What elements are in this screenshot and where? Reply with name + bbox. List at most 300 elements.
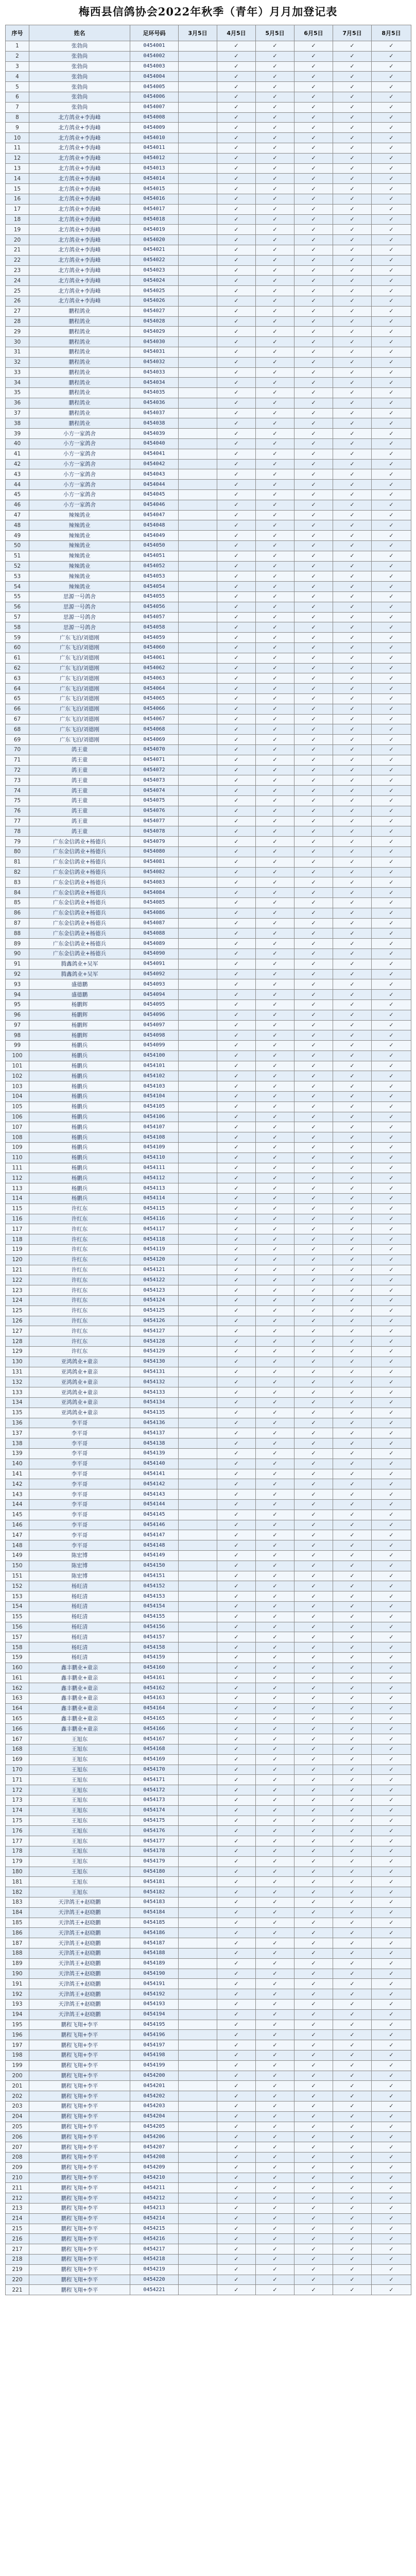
check-cell: ✓ [256,1683,294,1693]
row-number: 118 [6,1234,29,1245]
check-cell: ✓ [217,429,256,439]
check-cell: ✓ [333,714,372,724]
check-cell: ✓ [294,1999,333,2010]
table-row [6,1143,411,1153]
check-cell: ✓ [372,1714,411,1724]
check-cell: ✓ [217,592,256,602]
check-cell: ✓ [294,1632,333,1642]
table-row [6,1296,411,1306]
check-cell: ✓ [372,1846,411,1857]
check-cell: ✓ [217,704,256,714]
check-cell: ✓ [294,2060,333,2071]
check-cell: ✓ [333,826,372,837]
ring-number: 0454023 [130,265,179,276]
table-row [6,2275,411,2285]
row-number: 133 [6,1387,29,1398]
ring-number: 0454169 [130,1754,179,1765]
check-cell [179,1112,217,1122]
check-cell: ✓ [256,82,294,92]
ring-number: 0454030 [130,337,179,347]
check-cell: ✓ [256,1816,294,1826]
table-row [6,1530,411,1540]
ring-number: 0454119 [130,1245,179,1255]
ring-number: 0454057 [130,612,179,622]
check-cell [179,1632,217,1642]
row-number: 205 [6,2122,29,2132]
check-cell: ✓ [256,41,294,52]
row-number: 204 [6,2111,29,2122]
check-cell [179,1020,217,1030]
check-cell: ✓ [294,612,333,622]
check-cell: ✓ [256,2162,294,2173]
ring-number: 0454094 [130,990,179,1000]
table-row [6,1255,411,1265]
row-number: 100 [6,1050,29,1061]
check-cell: ✓ [217,990,256,1000]
member-name: 王旭东 [29,1856,130,1867]
table-row [6,408,411,418]
ring-number: 0454133 [130,1387,179,1398]
check-cell: ✓ [372,775,411,786]
check-cell: ✓ [256,1489,294,1500]
check-cell [179,408,217,418]
check-cell: ✓ [256,1194,294,1204]
member-name: 鹏程飞翔+李平 [29,2152,130,2162]
check-cell: ✓ [333,204,372,214]
check-cell [179,1316,217,1326]
check-cell: ✓ [256,2173,294,2183]
check-cell: ✓ [294,1214,333,1224]
check-cell: ✓ [372,296,411,306]
member-name: 杨鹏兵 [29,1050,130,1061]
member-name: 北方鸽业+李海峰 [29,112,130,123]
check-cell: ✓ [217,1326,256,1336]
check-cell [179,1601,217,1612]
table-row [6,1775,411,1785]
ring-number: 0454165 [130,1714,179,1724]
check-cell: ✓ [333,1591,372,1602]
table-row [6,1673,411,1683]
check-cell: ✓ [217,1754,256,1765]
check-cell: ✓ [294,1499,333,1510]
check-cell: ✓ [256,388,294,398]
row-number: 9 [6,123,29,133]
ring-number: 0454143 [130,1489,179,1500]
member-name: 许红东 [29,1296,130,1306]
ring-number: 0454081 [130,857,179,867]
check-cell: ✓ [333,948,372,959]
check-cell: ✓ [217,1897,256,1908]
row-number: 217 [6,2244,29,2255]
check-cell: ✓ [294,888,333,898]
member-name: 张勃尚 [29,51,130,61]
check-cell: ✓ [256,1724,294,1734]
member-name: 鹏程鸽业 [29,337,130,347]
check-cell: ✓ [333,1112,372,1122]
ring-number: 0454197 [130,2040,179,2050]
row-number: 70 [6,744,29,755]
member-name: 鹏程飞翔+李平 [29,2193,130,2204]
table-row [6,2244,411,2255]
table-row [6,133,411,143]
check-cell [179,1296,217,1306]
row-number: 84 [6,888,29,898]
member-name: 北方鸽业+李海峰 [29,225,130,235]
check-cell [179,1673,217,1683]
member-name: 广东飞泊/刘德刚 [29,643,130,653]
member-name: 鸽王童 [29,755,130,765]
row-number: 32 [6,357,29,367]
check-cell: ✓ [333,888,372,898]
row-number: 179 [6,1856,29,1867]
row-number: 13 [6,163,29,174]
check-cell: ✓ [372,1571,411,1581]
table-row [6,1459,411,1469]
check-cell: ✓ [294,1826,333,1836]
check-cell [179,1050,217,1061]
row-number: 30 [6,337,29,347]
column-header-ring-number: 足环号码 [130,25,179,41]
check-cell [179,673,217,684]
check-cell: ✓ [333,245,372,255]
row-number: 57 [6,612,29,622]
table-row [6,673,411,684]
ring-number: 0454096 [130,1010,179,1020]
check-cell: ✓ [372,1469,411,1479]
member-name: 辣辣鸽业 [29,571,130,582]
check-cell: ✓ [294,378,333,388]
table-row [6,1285,411,1296]
check-cell: ✓ [217,846,256,857]
check-cell [179,1428,217,1438]
table-row [6,2234,411,2244]
check-cell: ✓ [217,663,256,673]
ring-number: 0454219 [130,2264,179,2275]
table-body [6,41,411,2295]
check-cell: ✓ [256,724,294,735]
check-cell: ✓ [333,1683,372,1693]
check-cell: ✓ [294,908,333,918]
member-name: 天津鸽王+赵晓鹏 [29,2009,130,2020]
row-number: 163 [6,1693,29,1704]
check-cell: ✓ [372,2122,411,2132]
row-number: 197 [6,2040,29,2050]
check-cell: ✓ [217,1591,256,1602]
check-cell: ✓ [333,897,372,908]
check-cell: ✓ [294,459,333,469]
check-cell: ✓ [372,2264,411,2275]
check-cell: ✓ [333,1030,372,1041]
check-cell: ✓ [256,1112,294,1122]
check-cell: ✓ [294,61,333,72]
check-cell: ✓ [217,1377,256,1387]
check-cell [179,1387,217,1398]
table-row [6,500,411,510]
member-name: 鑫丰鹏业+童亲 [29,1693,130,1704]
check-cell: ✓ [333,1877,372,1887]
check-cell: ✓ [256,1632,294,1642]
member-name: 北方鸽业+李海峰 [29,296,130,306]
check-cell: ✓ [294,1989,333,1999]
check-cell: ✓ [294,643,333,653]
table-row [6,1153,411,1163]
check-cell: ✓ [333,2060,372,2071]
check-cell: ✓ [256,1153,294,1163]
table-row [6,1856,411,1867]
check-cell: ✓ [294,837,333,847]
ring-number: 0454101 [130,1061,179,1071]
check-cell [179,2122,217,2132]
ring-number: 0454002 [130,51,179,61]
row-number: 110 [6,1153,29,1163]
check-cell: ✓ [256,143,294,153]
row-number: 87 [6,918,29,928]
row-number: 192 [6,1989,29,1999]
check-cell: ✓ [333,480,372,490]
check-cell: ✓ [294,1071,333,1081]
check-cell [179,592,217,602]
check-cell [179,2101,217,2111]
check-cell: ✓ [372,643,411,653]
check-cell: ✓ [372,153,411,163]
check-cell: ✓ [294,1101,333,1112]
check-cell: ✓ [256,1571,294,1581]
check-cell: ✓ [294,765,333,775]
check-cell: ✓ [333,1071,372,1081]
table-row [6,214,411,225]
table-row [6,1540,411,1551]
check-cell: ✓ [217,337,256,347]
check-cell [179,1061,217,1071]
check-cell [179,1622,217,1632]
member-name: 小方一家鸽舍 [29,439,130,449]
ring-number: 0454216 [130,2234,179,2244]
check-cell: ✓ [333,704,372,714]
check-cell: ✓ [333,1408,372,1418]
check-cell: ✓ [217,1101,256,1112]
ring-number: 0454064 [130,684,179,694]
row-number: 46 [6,500,29,510]
member-name: 鸽王童 [29,826,130,837]
table-row [6,2020,411,2030]
member-name: 鹏程飞翔+李平 [29,2142,130,2153]
table-row [6,1245,411,1255]
row-number: 181 [6,1877,29,1887]
check-cell: ✓ [217,1989,256,1999]
member-name: 鹏程飞翔+李平 [29,2213,130,2224]
check-cell: ✓ [372,969,411,979]
check-cell: ✓ [372,673,411,684]
table-row [6,837,411,847]
table-row [6,1724,411,1734]
row-number: 185 [6,1918,29,1928]
check-cell: ✓ [333,2152,372,2162]
check-cell: ✓ [333,1642,372,1653]
check-cell: ✓ [256,2142,294,2153]
ring-number: 0454191 [130,1979,179,1989]
check-cell [179,531,217,541]
ring-number: 0454077 [130,816,179,826]
table-row [6,225,411,235]
check-cell: ✓ [256,510,294,520]
check-cell: ✓ [333,1826,372,1836]
table-row [6,1836,411,1846]
check-cell: ✓ [294,1020,333,1030]
row-number: 196 [6,2030,29,2040]
member-name: 思源一号鸽舍 [29,602,130,612]
ring-number: 0454098 [130,1030,179,1041]
check-cell: ✓ [217,194,256,204]
ring-number: 0454129 [130,1347,179,1357]
check-cell: ✓ [217,897,256,908]
check-cell: ✓ [217,357,256,367]
check-cell: ✓ [372,347,411,357]
ring-number: 0454043 [130,469,179,480]
row-number: 202 [6,2091,29,2102]
check-cell: ✓ [294,806,333,816]
row-number: 89 [6,939,29,949]
table-row [6,990,411,1000]
row-number: 78 [6,826,29,837]
check-cell: ✓ [217,1979,256,1989]
check-cell [179,704,217,714]
table-row [6,2101,411,2111]
check-cell: ✓ [256,969,294,979]
ring-number: 0454069 [130,735,179,745]
check-cell: ✓ [294,2183,333,2193]
check-cell: ✓ [256,744,294,755]
ring-number: 0454152 [130,1581,179,1591]
member-name: 亚鸿鸽业+童亲 [29,1387,130,1398]
check-cell: ✓ [256,520,294,531]
check-cell: ✓ [256,999,294,1010]
member-name: 鹏程鸽业 [29,316,130,327]
check-cell: ✓ [333,2193,372,2204]
check-cell: ✓ [333,337,372,347]
check-cell: ✓ [372,1958,411,1969]
check-cell: ✓ [294,1795,333,1806]
member-name: 广东飞泊/刘德刚 [29,663,130,673]
check-cell: ✓ [217,286,256,296]
check-cell [179,826,217,837]
check-cell: ✓ [372,551,411,561]
table-row [6,1275,411,1285]
check-cell: ✓ [256,255,294,265]
check-cell: ✓ [256,1336,294,1347]
check-cell: ✓ [217,765,256,775]
check-cell: ✓ [256,296,294,306]
member-name: 李平哥 [29,1499,130,1510]
member-name: 鸽王童 [29,795,130,806]
check-cell: ✓ [333,2285,372,2295]
check-cell: ✓ [217,2050,256,2060]
check-cell: ✓ [333,663,372,673]
table-row [6,908,411,918]
check-cell: ✓ [256,1673,294,1683]
check-cell: ✓ [217,123,256,133]
check-cell: ✓ [372,327,411,337]
ring-number: 0454214 [130,2213,179,2224]
check-cell: ✓ [333,1887,372,1897]
check-cell [179,2020,217,2030]
check-cell [179,2224,217,2234]
member-name: 广东金信鸽业+杨德兵 [29,888,130,898]
member-name: 王旭东 [29,1805,130,1816]
check-cell: ✓ [256,398,294,408]
check-cell: ✓ [217,1459,256,1469]
table-row [6,1448,411,1459]
column-header-date: 3月5日 [179,25,217,41]
member-name: 李平哥 [29,1428,130,1438]
check-cell: ✓ [256,367,294,378]
check-cell: ✓ [294,327,333,337]
check-cell: ✓ [217,2111,256,2122]
member-name: 杨鹏兵 [29,1132,130,1143]
ring-number: 0454010 [130,133,179,143]
check-cell [179,1856,217,1867]
check-cell: ✓ [217,347,256,357]
row-number: 184 [6,1907,29,1918]
row-number: 195 [6,2020,29,2030]
check-cell: ✓ [294,408,333,418]
check-cell: ✓ [372,1479,411,1489]
table-row [6,602,411,612]
check-cell: ✓ [294,1979,333,1989]
table-row [6,694,411,704]
check-cell: ✓ [217,724,256,735]
row-number: 91 [6,959,29,969]
check-cell: ✓ [256,1897,294,1908]
check-cell: ✓ [217,490,256,500]
check-cell: ✓ [217,908,256,918]
check-cell: ✓ [217,1581,256,1591]
row-number: 3 [6,61,29,72]
table-row [6,255,411,265]
check-cell [179,1897,217,1908]
check-cell [179,133,217,143]
check-cell: ✓ [333,1367,372,1377]
ring-number: 0454218 [130,2254,179,2264]
check-cell [179,561,217,571]
check-cell: ✓ [217,1734,256,1744]
row-number: 194 [6,2009,29,2020]
check-cell: ✓ [333,867,372,877]
check-cell: ✓ [294,1734,333,1744]
ring-number: 0454020 [130,235,179,245]
member-name: 天津鸽王+赵晓鹏 [29,1958,130,1969]
check-cell [179,1357,217,1367]
check-cell: ✓ [372,857,411,867]
check-cell: ✓ [217,643,256,653]
check-cell: ✓ [256,1081,294,1092]
table-row [6,41,411,52]
member-name: 杨旺清 [29,1612,130,1622]
ring-number: 0454110 [130,1153,179,1163]
check-cell: ✓ [333,276,372,286]
check-cell: ✓ [217,1367,256,1377]
check-cell: ✓ [372,1856,411,1867]
check-cell: ✓ [333,1744,372,1755]
check-cell: ✓ [333,2020,372,2030]
check-cell: ✓ [217,1693,256,1704]
ring-number: 0454190 [130,1969,179,1979]
check-cell: ✓ [333,939,372,949]
check-cell: ✓ [256,276,294,286]
row-number: 102 [6,1071,29,1081]
check-cell: ✓ [333,255,372,265]
row-number: 221 [6,2285,29,2295]
ring-number: 0454088 [130,928,179,939]
